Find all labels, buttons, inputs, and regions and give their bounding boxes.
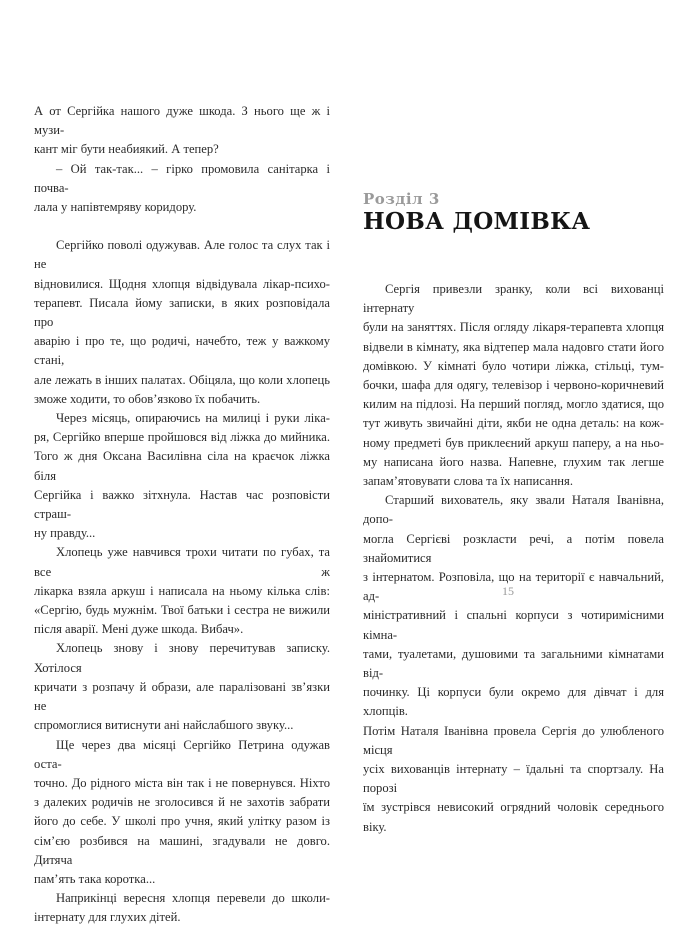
text-line: терапевт. Писала йому записки, в яких розповідала про — [34, 295, 330, 330]
paragraph — [34, 543, 330, 639]
text-line: спромоглися витиснути ані найслабшого звуку... — [34, 718, 294, 733]
text-line: «Сергію, будь мужнім. Твої батьки і сестра не вижили — [34, 603, 330, 618]
text-line: зможе ходити, то обов’язково їх побачить. — [34, 391, 261, 406]
paragraph — [363, 491, 664, 837]
left-page-text — [34, 102, 330, 928]
text-line: могла Сергієві розкласти речі, а потім повела знайомитися — [363, 531, 664, 565]
text-line: аварію і про те, що родичі, начебто, теж у важкому стані, — [34, 334, 330, 368]
text-line: тут живуть звичайні діти, якби не одна деталь: на кож- — [363, 416, 664, 431]
text-line: Хлопець уже навчився трохи читати по губах, та все ж — [34, 545, 330, 579]
text-line: інтернату для глухих дітей. — [34, 910, 181, 925]
paragraph — [34, 736, 330, 890]
text-line: ну правду... — [34, 526, 96, 541]
text-line: лікарка взяла аркуш і написала на ньому кілька слів: — [34, 583, 330, 598]
text-line: Сергійко поволі одужував. Але голос та слух так і не — [34, 238, 330, 272]
right-page-text — [363, 280, 664, 837]
text-line: але лежать в інших палатах. Обіцяла, що коли хлопець — [34, 372, 330, 387]
text-line: лала у напівтемряву коридору. — [34, 200, 197, 215]
text-line: кричати з розпачу й образи, але паралізовані зв’язки не — [34, 679, 330, 714]
text-line: домівкою. У кімнаті було чотири ліжка, стільці, тум- — [363, 358, 664, 373]
text-line: точно. До рідного міста він так і не повернувся. Ніхто — [34, 775, 330, 790]
paragraph — [34, 639, 330, 735]
text-line: з далеких родичів не зголосився й не захотів забрати — [34, 795, 330, 810]
chapter-label: Розділ 3 — [363, 190, 440, 208]
text-line: ря, Сергійко вперше пройшовся від ліжка до мийника. — [34, 430, 330, 445]
text-line: запам’ятовувати слова та їх написання. — [363, 474, 573, 489]
page-number: 15 — [502, 584, 514, 598]
text-line: бочки, шафа для одягу, телевізор і червоно-коричневий — [363, 378, 664, 393]
text-line: його до себе. У школі про учня, який улітку разом із — [34, 814, 330, 829]
text-line: Хлопець знову і знову перечитував записку. Хотілося — [34, 641, 330, 675]
text-line: Сергія привезли зранку, коли всі вихованці інтернату — [363, 282, 664, 316]
text-line: усіх вихованців інтернату – їдальні та спортзалу. На порозі — [363, 762, 664, 796]
text-line: кант міг бути неабиякий. А тепер? — [34, 142, 219, 157]
text-line: сім’єю розбився на машині, згадували не довго. Дитяча — [34, 833, 330, 867]
text-line: Наприкінці вересня хлопця перевели до школи- — [56, 891, 330, 906]
text-line: тами, туалетами, душовими та загальними кімнатами від- — [363, 646, 664, 681]
text-line: Сергійка і важко зітхнула. Настав час розповісти страш- — [34, 487, 330, 522]
paragraph — [34, 236, 330, 409]
text-line: Ще через два місяці Сергійко Петрина одужав оста- — [34, 737, 330, 771]
chapter-title: НОВА ДОМІВКА — [363, 208, 591, 235]
paragraph — [34, 889, 330, 927]
text-line: починку. Ці корпуси були окремо для дівчат і для хлопців. — [363, 685, 664, 719]
text-line: з інтернатом. Розповіла, що на території є навчальний, ад- — [363, 570, 664, 604]
text-line: відновилися. Щодня хлопця відвідувала лікар-психо- — [34, 276, 330, 291]
text-line: килим на підлозі. На перший погляд, могло здатися, що — [363, 397, 664, 412]
text-line: Потім Наталя Іванівна провела Сергія до улюбленого місця — [363, 723, 664, 757]
text-line: міністративний і спальні корпуси з чотиримісними кімна- — [363, 608, 664, 642]
text-line: А от Сергійка нашого дуже шкода. З нього ще ж і музи- — [34, 104, 330, 138]
paragraph — [363, 280, 664, 491]
text-line: ному предметі був приклеєний аркуш паперу, а на ньо- — [363, 435, 664, 450]
text-line: пам’ять така коротка... — [34, 871, 156, 886]
text-line: Того ж дня Оксана Василівна сіла на краєчок ліжка біля — [34, 449, 330, 483]
text-line: Через місяць, опираючись на милиці і руки ліка- — [56, 411, 330, 426]
paragraph — [34, 409, 330, 543]
text-line: після аварії. Мені дуже шкода. Вибач». — [34, 622, 244, 637]
text-line: – Ой так-так... – гірко промовила санітарка і почва- — [34, 161, 330, 195]
text-line: їм зустрівся невисокий огрядний чоловік середнього віку. — [363, 800, 664, 834]
text-line: Старший вихователь, яку звали Наталя Іванівна, допо- — [363, 493, 664, 527]
text-line: му написана його назва. Напевне, глухим так легше — [363, 454, 664, 469]
paragraph — [34, 102, 330, 160]
text-line: відвели в кімнату, яка відтепер мала надовго стати його — [363, 339, 664, 354]
paragraph — [34, 160, 330, 218]
text-line: були на заняттях. Після огляду лікаря-терапевта хлопця — [363, 320, 664, 335]
